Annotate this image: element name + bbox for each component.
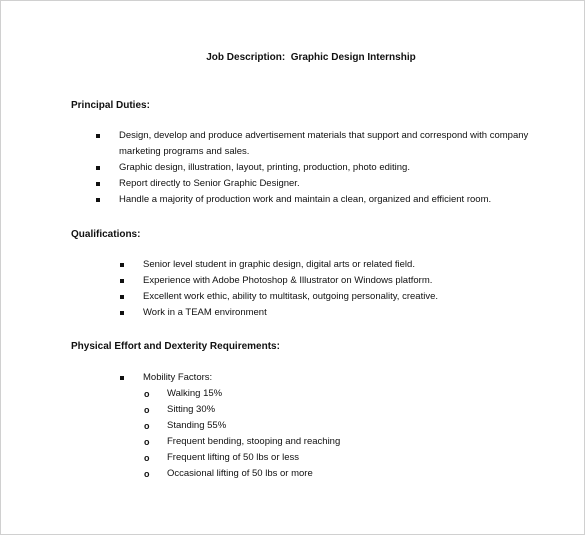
mobility-item: Frequent lifting of 50 lbs or less (167, 452, 300, 463)
duty-item: Design, develop and produce advertisement materials that support and correspond with company (119, 130, 529, 141)
mobility-item: Occasional lifting of 50 lbs or more (167, 468, 313, 479)
mobility-item: Frequent bending, stooping and reaching (167, 436, 341, 447)
duty-item-continuation: marketing programs and sales. (119, 146, 250, 157)
qualification-item: Excellent work ethic, ability to multitask, outgoing personality, creative. (143, 291, 438, 302)
heading-qualifications: Qualifications: (71, 229, 141, 240)
document-title: Job Description: Graphic Design Internship (206, 52, 416, 63)
square-bullet-icon (120, 376, 124, 380)
mobility-factors-label: Mobility Factors: (143, 372, 213, 383)
circle-bullet-icon: o (144, 437, 150, 447)
duty-item: Handle a majority of production work and maintain a clean, organized and efficient room. (119, 194, 492, 205)
circle-bullet-icon: o (144, 405, 150, 415)
square-bullet-icon (96, 166, 100, 170)
square-bullet-icon (120, 311, 124, 315)
square-bullet-icon (120, 279, 124, 283)
square-bullet-icon (120, 263, 124, 267)
circle-bullet-icon: o (144, 421, 150, 431)
qualification-item: Senior level student in graphic design, digital arts or related field. (143, 259, 415, 270)
duty-item: Graphic design, illustration, layout, printing, production, photo editing. (119, 162, 410, 173)
qualification-item: Work in a TEAM environment (143, 307, 267, 318)
mobility-item: Walking 15% (167, 388, 223, 399)
square-bullet-icon (96, 134, 100, 138)
circle-bullet-icon: o (144, 469, 150, 479)
square-bullet-icon (96, 182, 100, 186)
mobility-item: Standing 55% (167, 420, 227, 431)
square-bullet-icon (96, 198, 100, 202)
qualification-item: Experience with Adobe Photoshop & Illustrator on Windows platform. (143, 275, 433, 286)
circle-bullet-icon: o (144, 389, 150, 399)
square-bullet-icon (120, 295, 124, 299)
circle-bullet-icon: o (144, 453, 150, 463)
mobility-item: Sitting 30% (167, 404, 216, 415)
heading-physical-requirements: Physical Effort and Dexterity Requirements: (71, 341, 280, 352)
duty-item: Report directly to Senior Graphic Designer. (119, 178, 300, 189)
heading-principal-duties: Principal Duties: (71, 100, 150, 111)
